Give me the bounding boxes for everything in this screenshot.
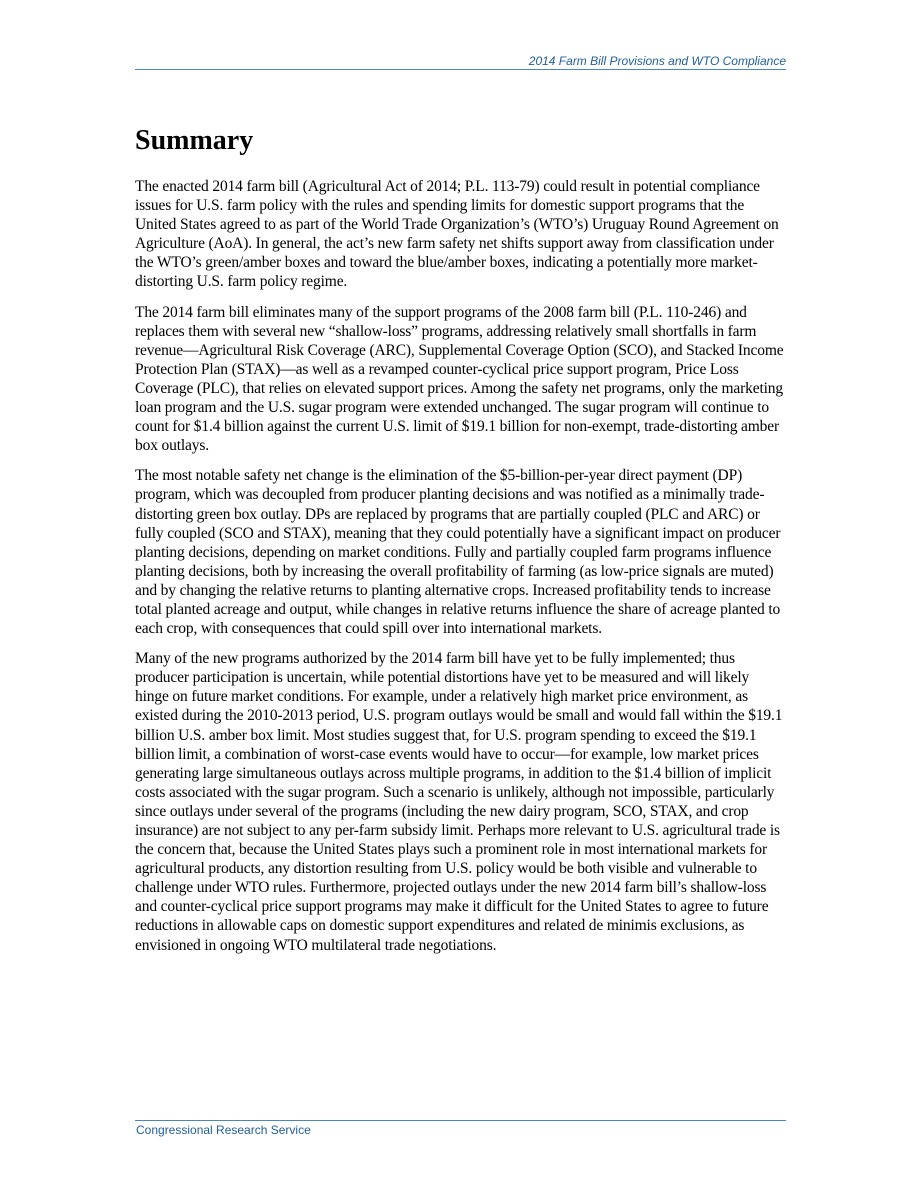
summary-paragraph-1: The enacted 2014 farm bill (Agricultural Act of 2014; P.L. 113-79) could result in potential compliance issues for U.S. farm policy with the rules and spending limits for domestic support programs that the United States agreed to as part of the World Trade Organization’s (WTO’s) Uruguay Round Agreement on Agriculture (AoA). In general, the act’s new farm safety net shifts support away from classification under the WTO’s green/amber boxes and toward the blue/amber boxes, indicating a potentially more market-distorting U.S. farm policy regime. xyxy=(135,178,779,291)
running-header-title: 2014 Farm Bill Provisions and WTO Compliance xyxy=(528,54,786,68)
header-divider xyxy=(135,69,786,70)
summary-paragraph-4: Many of the new programs authorized by the 2014 farm bill have yet to be fully implemented; thus producer participation is uncertain, while potential distortions have yet to be measured and will likely hinge on future market conditions. For example, under a relatively high market price environment, as existed during the 2010-2013 period, U.S. program outlays would be small and would fall within the $19.1 billion U.S. amber box limit. Most studies suggest that, for U.S. program spending to exceed the $19.1 billion limit, a combination of worst-case events would have to occur—for example, low market prices generating large simultaneous outlays across multiple programs, in addition to the $1.4 billion of implicit costs associated with the sugar program. Such a scenario is unlikely, although not impossible, particularly since outlays under several of the programs (including the new dairy program, SCO, STAX, and crop insurance) are not subject to any per-farm subsidy limit. Perhaps more relevant to U.S. agricultural trade is the concern that, because the United States plays such a prominent role in most international markets for agricultural products, any distortion resulting from U.S. policy would be both visible and vulnerable to challenge under WTO rules. Furthermore, projected outlays under the new 2014 farm bill’s shallow-loss and counter-cyclical price support programs may make it difficult for the United States to agree to future reductions in allowable caps on domestic support expenditures and related de minimis exclusions, as envisioned in ongoing WTO multilateral trade negotiations. xyxy=(135,650,783,954)
summary-body xyxy=(135,177,786,966)
summary-paragraph-3: The most notable safety net change is the elimination of the $5-billion-per-year direct payment (DP) program, which was decoupled from producer planting decisions and was notified as a minimally trade-distorting green box outlay. DPs are replaced by programs that are partially coupled (PLC and ARC) or fully coupled (SCO and STAX), meaning that they could potentially have a significant impact on producer planting decisions, depending on market conditions. Fully and partially coupled farm programs influence planting decisions, both by increasing the overall profitability of farming (as low-price signals are muted) and by changing the relative returns to planting alternative crops. Increased profitability tends to increase total planted acreage and output, while changes in relative returns influence the share of acreage planted to each crop, with consequences that could spill over into international markets. xyxy=(135,467,781,638)
summary-paragraph-2: The 2014 farm bill eliminates many of the support programs of the 2008 farm bill (P.L. 110-246) and replaces them with several new “shallow-loss” programs, addressing relatively small shortfalls in farm revenue—Agricultural Risk Coverage (ARC), Supplemental Coverage Option (SCO), and Stacked Income Protection Plan (STAX)—as well as a revamped counter-cyclical price support program, Price Loss Coverage (PLC), that relies on elevated support prices. Among the safety net programs, only the marketing loan program and the U.S. sugar program were extended unchanged. The sugar program will continue to count for $1.4 billion against the current U.S. limit of $19.1 billion for non-exempt, trade-distorting amber box outlays. xyxy=(135,303,784,455)
footer-publisher: Congressional Research Service xyxy=(136,1123,311,1137)
page-title: Summary xyxy=(135,125,254,156)
footer-divider xyxy=(135,1120,786,1121)
